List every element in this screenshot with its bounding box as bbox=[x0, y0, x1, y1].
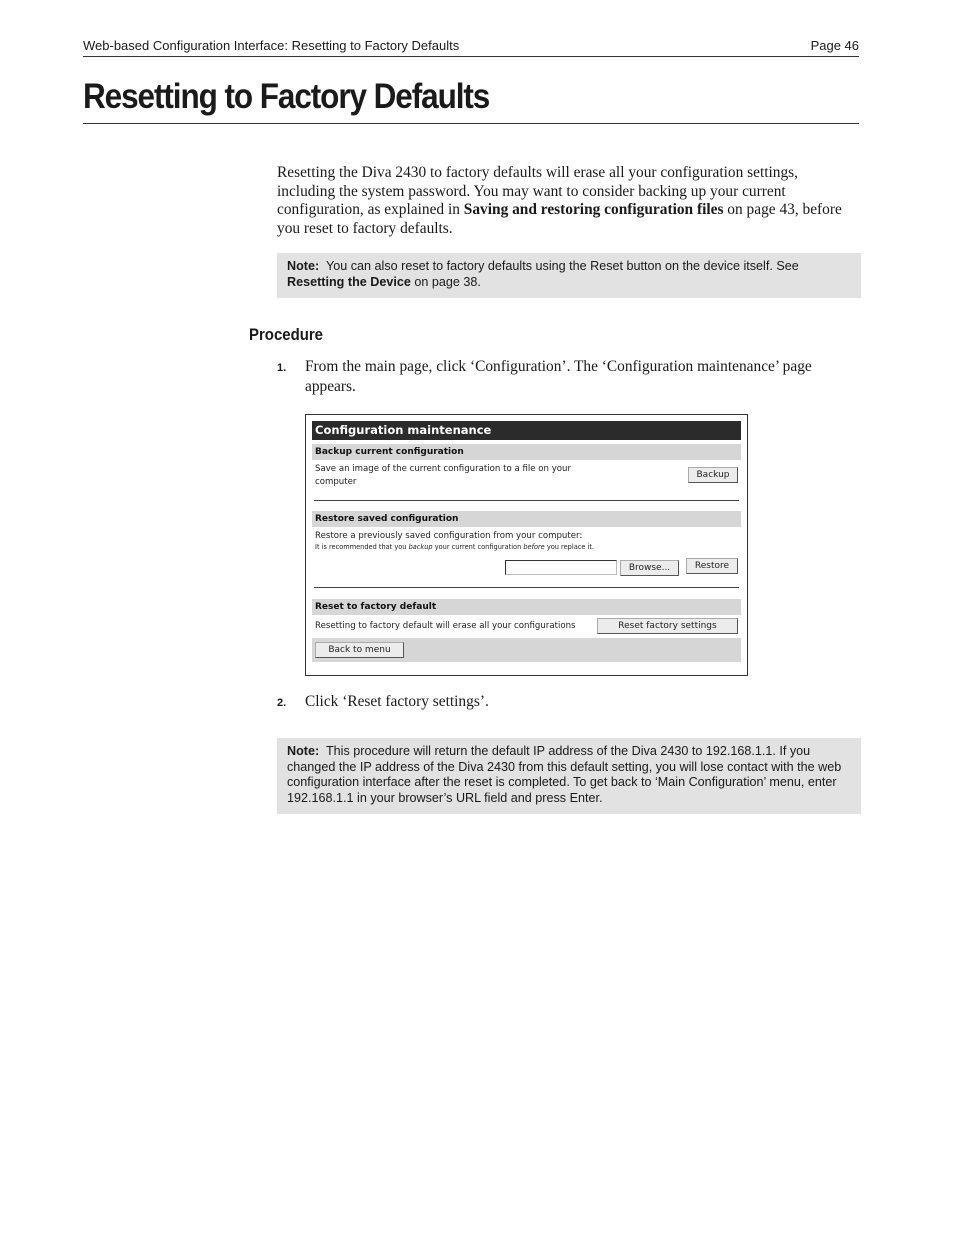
step-number: 2. bbox=[277, 697, 287, 709]
note-text-after: on page 38. bbox=[410, 274, 481, 289]
note-cross-reference: Resetting the Device bbox=[287, 274, 411, 289]
back-to-menu-button[interactable]: Back to menu bbox=[315, 642, 404, 658]
restore-hint-before-emphasis: before bbox=[523, 543, 545, 551]
restore-hint bbox=[315, 543, 594, 552]
note-label: Note: bbox=[287, 259, 320, 273]
step-text: From the main page, click ‘Configuration’. The ‘Configuration maintenance’ page appears. bbox=[305, 358, 812, 395]
intro-cross-reference: Saving and restoring configuration files bbox=[463, 201, 724, 218]
running-header bbox=[83, 38, 859, 57]
procedure-heading: Procedure bbox=[249, 325, 324, 344]
restore-hint-before: It is recommended that you bbox=[315, 543, 409, 551]
restore-hint-after: you replace it. bbox=[544, 543, 595, 551]
note-text: This procedure will return the default IP address of the Diva 2430 to 192.168.1.1. If you changed the IP address of the Diva 2430 from this default setting, you will lose contact with the web configuration interface after the reset is completed. To get back to ‘Main Configuration’ menu, enter 192.168.1.1 in your browser’s URL field and press Enter. bbox=[287, 744, 842, 805]
note-text-before: You can also reset to factory defaults using the Reset button on the device itself. See bbox=[325, 259, 799, 273]
reset-section-heading: Reset to factory default bbox=[312, 599, 741, 615]
figure-window-title: Configuration maintenance bbox=[312, 421, 741, 440]
backup-description-line2: computer bbox=[315, 477, 357, 487]
browse-button[interactable]: Browse... bbox=[620, 560, 679, 576]
reset-description: Resetting to factory default will erase all your configurations bbox=[315, 621, 576, 631]
intro-paragraph bbox=[277, 164, 859, 238]
backup-description bbox=[315, 463, 571, 489]
page-title: Resetting to Factory Defaults bbox=[83, 77, 490, 116]
section-divider bbox=[314, 587, 739, 588]
intro-text-after: on page 43, before you reset to factory defaults. bbox=[277, 201, 842, 237]
step-number: 1. bbox=[277, 362, 287, 374]
reset-factory-settings-button[interactable]: Reset factory settings bbox=[597, 618, 738, 634]
section-divider bbox=[314, 500, 739, 501]
backup-section-heading: Backup current configuration bbox=[312, 444, 741, 460]
note-label: Note: bbox=[287, 744, 320, 758]
backup-button[interactable]: Backup bbox=[688, 467, 738, 483]
restore-file-input[interactable] bbox=[505, 560, 617, 575]
intro-text-before: Resetting the Diva 2430 to factory defaults will erase all your configuration settings, including the system password. You may want to consider backing up your current configuration, as explained in bbox=[277, 164, 799, 218]
note-reset-button bbox=[277, 253, 861, 298]
header-section-title: Web-based Configuration Interface: Resetting to Factory Defaults bbox=[83, 38, 460, 53]
restore-description: Restore a previously saved configuration from your computer: bbox=[315, 531, 583, 541]
configuration-maintenance-screenshot bbox=[305, 414, 748, 676]
restore-hint-mid: your current configuration bbox=[432, 543, 524, 551]
step-text: Click ‘Reset factory settings’. bbox=[305, 693, 489, 710]
restore-button[interactable]: Restore bbox=[686, 558, 738, 574]
backup-description-line1: Save an image of the current configuration to a file on your bbox=[315, 464, 572, 474]
title-rule bbox=[83, 123, 859, 124]
header-page-number: Page 46 bbox=[810, 38, 859, 53]
note-ip-address bbox=[277, 738, 861, 814]
restore-hint-backup: backup bbox=[408, 543, 433, 551]
restore-section-heading: Restore saved configuration bbox=[312, 511, 741, 527]
